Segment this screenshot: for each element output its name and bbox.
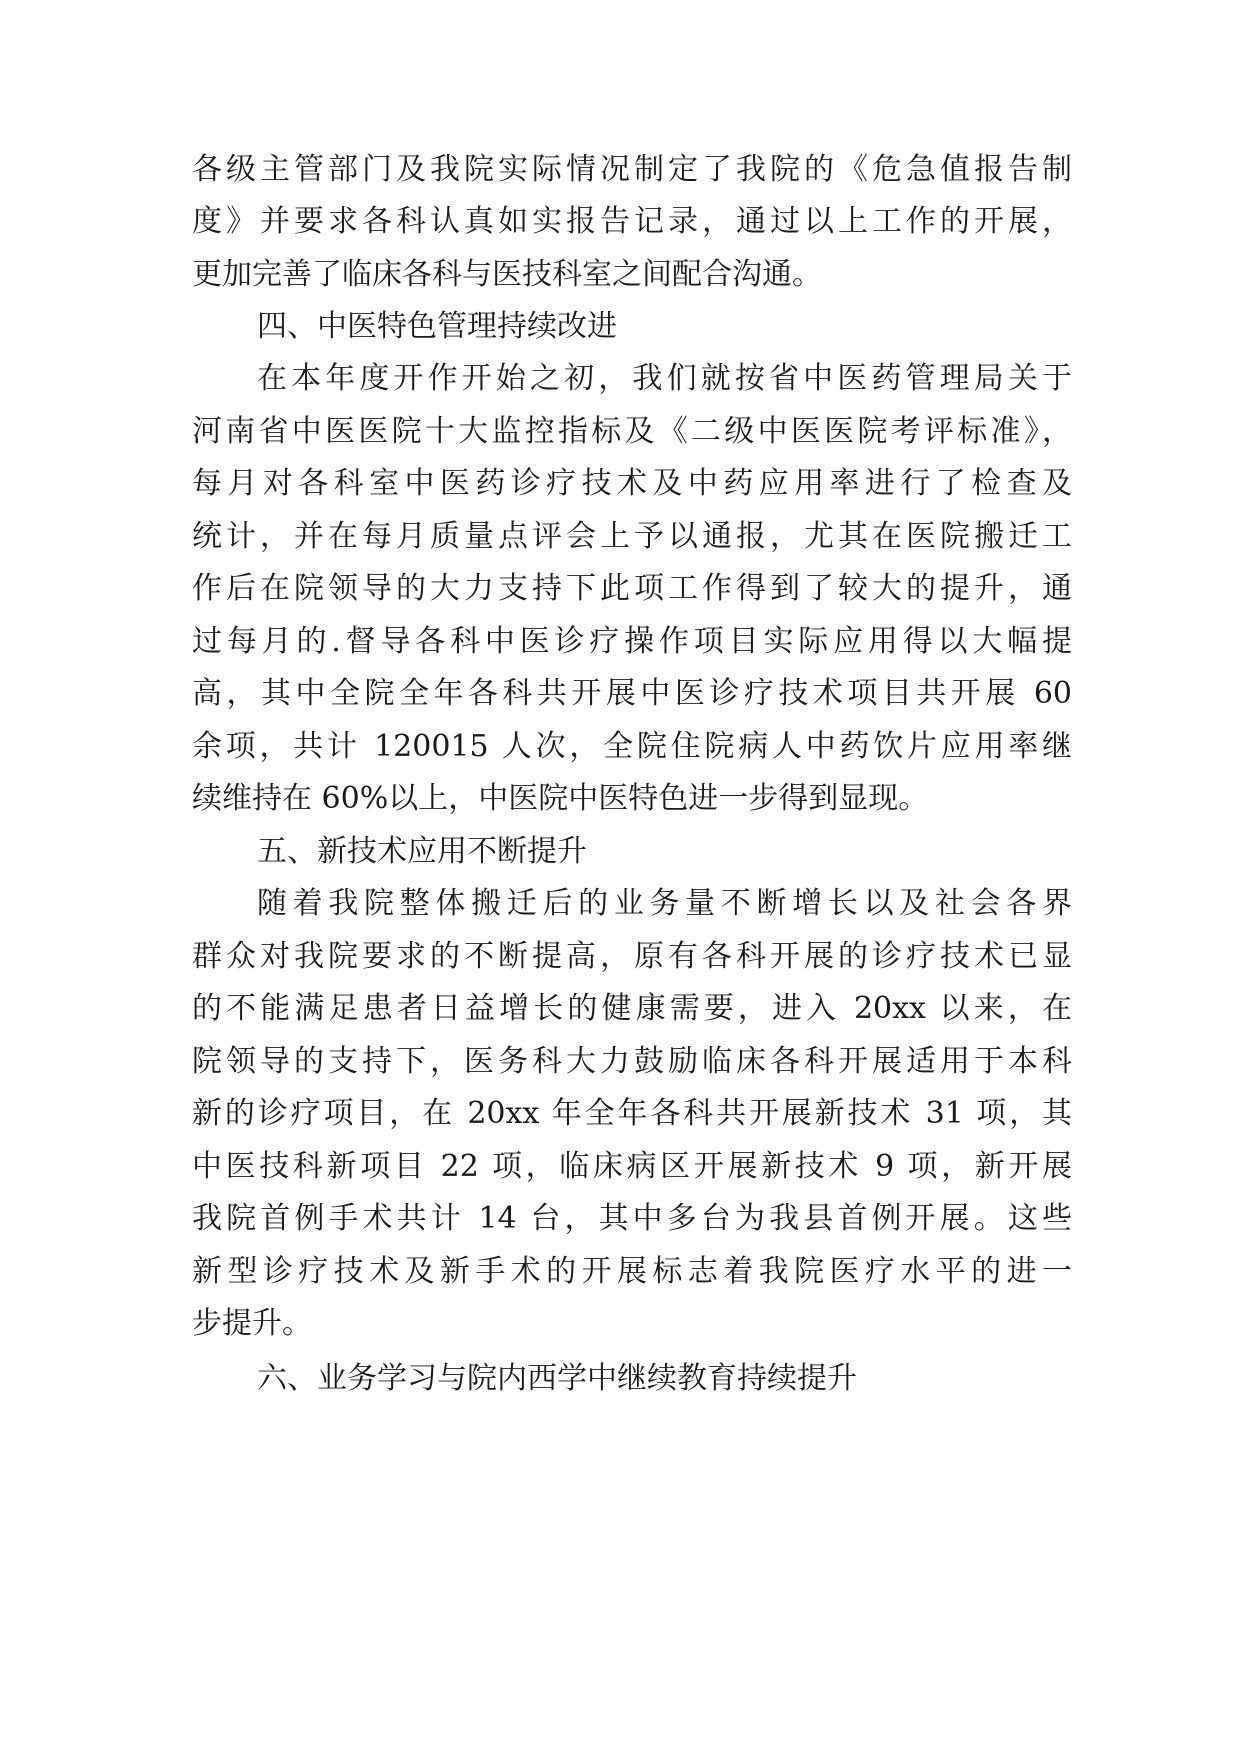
section-heading-5: 五、新技术应用不断提升	[257, 834, 587, 869]
text-line-20: 中医技科新项目 22 项，临床病区开展新技术 9 项，新开展	[192, 1149, 1072, 1184]
section-heading-4: 四、中医特色管理持续改进	[257, 309, 617, 344]
text-line-8: 统计，并在每月质量点评会上予以通报，尤其在医院搬迁工	[192, 519, 1072, 554]
text-line-19: 新的诊疗项目，在 20xx 年全年各科共开展新技术 31 项，其	[192, 1096, 1072, 1131]
text-line-10: 过每月的.督导各科中医诊疗操作项目实际应用得以大幅提	[192, 624, 1072, 659]
text-line-6: 河南省中医医院十大监控指标及《二级中医医院考评标准》，	[192, 414, 1072, 449]
text-line-2: 度》并要求各科认真如实报告记录，通过以上工作的开展，	[192, 204, 1072, 239]
text-line-3: 更加完善了临床各科与医技科室之间配合沟通。	[192, 257, 822, 292]
text-line-11: 高，其中全院全年各科共开展中医诊疗技术项目共开展 60	[192, 676, 1072, 711]
text-line-9: 作后在院领导的大力支持下此项工作得到了较大的提升，通	[192, 571, 1072, 606]
text-line-21: 我院首例手术共计 14 台，其中多台为我县首例开展。这些	[192, 1201, 1072, 1236]
text-line-12: 余项，共计 120015 人次，全院住院病人中药饮片应用率继	[192, 729, 1072, 764]
text-line-22: 新型诊疗技术及新手术的开展标志着我院医疗水平的进一	[192, 1254, 1072, 1289]
text-line-18: 院领导的支持下，医务科大力鼓励临床各科开展适用于本科	[192, 1044, 1072, 1079]
section-heading-6: 六、业务学习与院内西学中继续教育持续提升	[257, 1361, 857, 1396]
text-line-15: 随着我院整体搬迁后的业务量不断增长以及社会各界	[257, 886, 1072, 921]
text-line-13: 续维持在 60%以上，中医院中医特色进一步得到显现。	[192, 781, 929, 816]
text-line-1: 各级主管部门及我院实际情况制定了我院的《危急值报告制	[192, 152, 1072, 187]
text-line-16: 群众对我院要求的不断提高，原有各科开展的诊疗技术已显	[192, 939, 1072, 974]
text-line-23: 步提升。	[192, 1306, 312, 1341]
text-line-17: 的不能满足患者日益增长的健康需要，进入 20xx 以来，在	[192, 991, 1072, 1026]
text-line-7: 每月对各科室中医药诊疗技术及中药应用率进行了检查及	[192, 466, 1072, 501]
text-line-5: 在本年度开作开始之初，我们就按省中医药管理局关于	[257, 361, 1072, 396]
